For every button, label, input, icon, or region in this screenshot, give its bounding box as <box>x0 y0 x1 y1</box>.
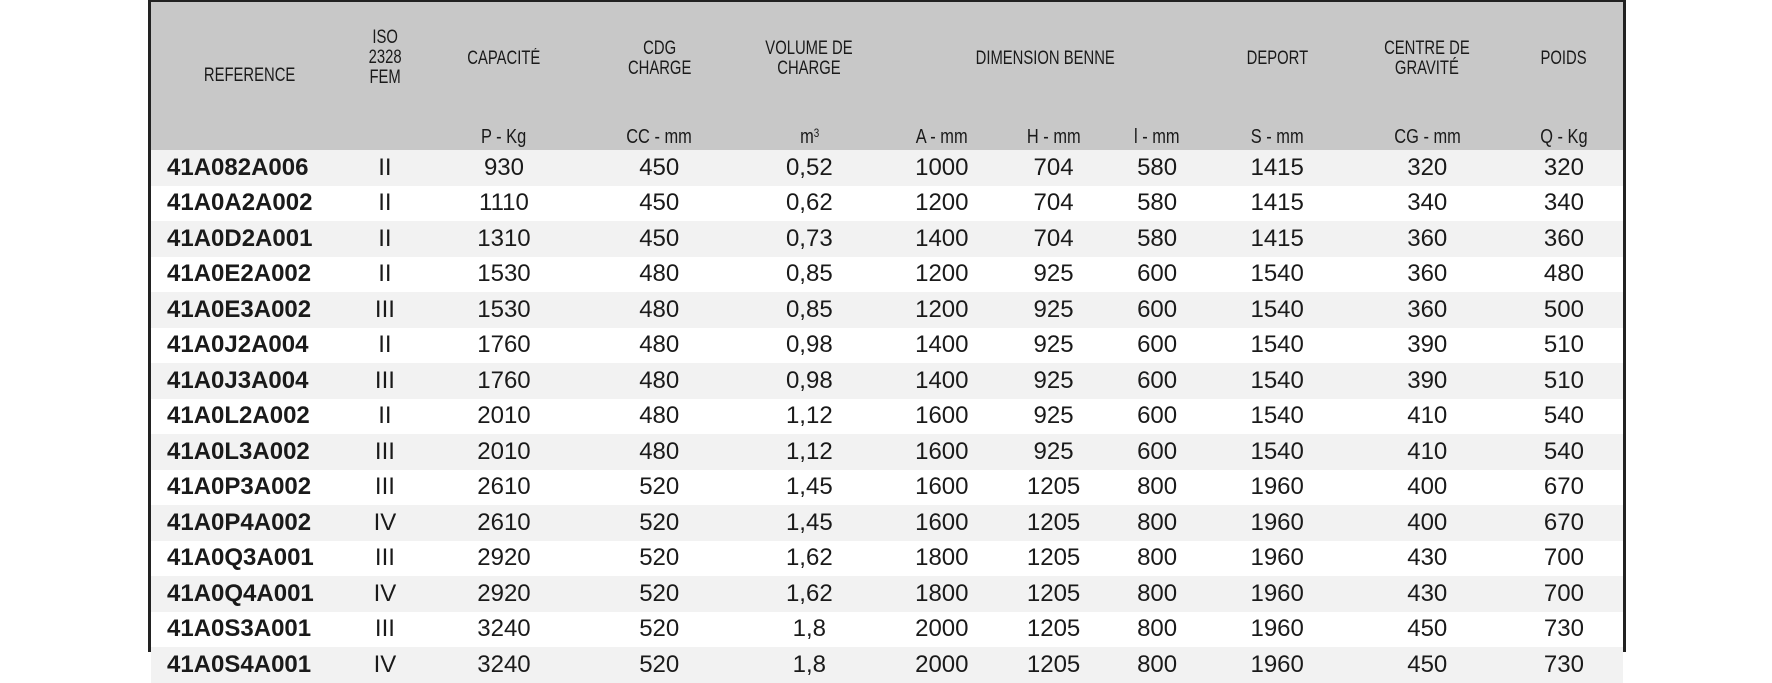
cell-capacite: 2010 <box>422 399 586 435</box>
cell-iso: II <box>348 186 423 222</box>
cell-volume: 0,98 <box>733 328 886 364</box>
cell-capacite: 1530 <box>422 257 586 293</box>
cell-iso: IV <box>348 647 423 683</box>
cell-volume: 1,62 <box>733 576 886 612</box>
table-body <box>151 150 1623 683</box>
cell-cdg: 450 <box>586 150 733 186</box>
unit-h: H - mm <box>998 116 1110 150</box>
cell-a: 1400 <box>886 328 998 364</box>
cell-cdg: 450 <box>586 221 733 257</box>
cell-volume: 1,62 <box>733 541 886 577</box>
cell-cdg: 480 <box>586 292 733 328</box>
cell-l: 800 <box>1109 470 1204 506</box>
cell-a: 1600 <box>886 470 998 506</box>
table-row <box>151 647 1623 683</box>
unit-volume-base: m <box>799 126 814 148</box>
cell-h: 925 <box>998 434 1110 470</box>
cell-deport: 1540 <box>1205 363 1350 399</box>
header-iso: ISO 2328 FEM <box>348 2 423 116</box>
cell-a: 1200 <box>886 257 998 293</box>
header-reference: REFERENCE <box>151 2 348 150</box>
cell-poids: 730 <box>1505 647 1623 683</box>
spec-table-frame <box>148 0 1626 678</box>
table-row <box>151 292 1623 328</box>
cell-a: 1200 <box>886 186 998 222</box>
cell-centre: 430 <box>1350 576 1505 612</box>
cell-reference: 41A0S3A001 <box>151 612 348 648</box>
cell-h: 704 <box>998 150 1110 186</box>
cell-l: 600 <box>1109 292 1204 328</box>
cell-capacite: 1310 <box>422 221 586 257</box>
cell-l: 600 <box>1109 363 1204 399</box>
cell-capacite: 2610 <box>422 470 586 506</box>
cell-h: 1205 <box>998 647 1110 683</box>
header-centre: CENTRE DE GRAVITÉ <box>1350 2 1505 116</box>
cell-centre: 360 <box>1350 257 1505 293</box>
cell-h: 1205 <box>998 505 1110 541</box>
table-row <box>151 399 1623 435</box>
cell-iso: IV <box>348 505 423 541</box>
unit-centre: CG - mm <box>1350 116 1505 150</box>
cell-l: 580 <box>1109 221 1204 257</box>
cell-h: 1205 <box>998 470 1110 506</box>
cell-volume: 1,12 <box>733 434 886 470</box>
table-row <box>151 328 1623 364</box>
cell-poids: 700 <box>1505 541 1623 577</box>
cell-centre: 430 <box>1350 541 1505 577</box>
cell-capacite: 1760 <box>422 328 586 364</box>
cell-a: 1800 <box>886 576 998 612</box>
cell-l: 800 <box>1109 647 1204 683</box>
cell-iso: III <box>348 363 423 399</box>
cell-capacite: 930 <box>422 150 586 186</box>
header-volume: VOLUME DE CHARGE <box>733 2 886 116</box>
header-cdg: CDG CHARGE <box>586 2 733 116</box>
cell-volume: 1,8 <box>733 647 886 683</box>
cell-cdg: 520 <box>586 505 733 541</box>
table-row <box>151 363 1623 399</box>
cell-volume: 1,12 <box>733 399 886 435</box>
cell-iso: III <box>348 612 423 648</box>
cell-capacite: 2010 <box>422 434 586 470</box>
cell-a: 1400 <box>886 221 998 257</box>
cell-deport: 1960 <box>1205 647 1350 683</box>
header-capacite: CAPACITÉ <box>422 2 586 116</box>
cell-poids: 360 <box>1505 221 1623 257</box>
cell-a: 1800 <box>886 541 998 577</box>
table-row <box>151 470 1623 506</box>
cell-centre: 410 <box>1350 399 1505 435</box>
cell-reference: 41A0Q3A001 <box>151 541 348 577</box>
cell-cdg: 520 <box>586 647 733 683</box>
cell-centre: 390 <box>1350 328 1505 364</box>
cell-volume: 0,85 <box>733 257 886 293</box>
cell-iso: III <box>348 292 423 328</box>
cell-volume: 0,85 <box>733 292 886 328</box>
cell-centre: 450 <box>1350 647 1505 683</box>
header-dimension: DIMENSION BENNE <box>886 2 1205 116</box>
cell-poids: 540 <box>1505 434 1623 470</box>
cell-l: 800 <box>1109 541 1204 577</box>
cell-cdg: 520 <box>586 541 733 577</box>
unit-volume <box>733 116 886 150</box>
cell-h: 925 <box>998 363 1110 399</box>
cell-cdg: 480 <box>586 328 733 364</box>
cell-l: 600 <box>1109 328 1204 364</box>
cell-cdg: 480 <box>586 434 733 470</box>
cell-reference: 41A0A2A002 <box>151 186 348 222</box>
cell-deport: 1540 <box>1205 328 1350 364</box>
cell-h: 925 <box>998 257 1110 293</box>
cell-cdg: 480 <box>586 363 733 399</box>
cell-deport: 1540 <box>1205 257 1350 293</box>
header-deport: DEPORT <box>1205 2 1350 116</box>
cell-poids: 480 <box>1505 257 1623 293</box>
cell-reference: 41A0D2A001 <box>151 221 348 257</box>
table-row <box>151 221 1623 257</box>
table-row <box>151 576 1623 612</box>
cell-reference: 41A0Q4A001 <box>151 576 348 612</box>
cell-h: 925 <box>998 399 1110 435</box>
cell-poids: 700 <box>1505 576 1623 612</box>
cell-deport: 1960 <box>1205 505 1350 541</box>
cell-capacite: 1110 <box>422 186 586 222</box>
unit-iso <box>348 116 423 150</box>
cell-deport: 1960 <box>1205 470 1350 506</box>
cell-a: 1000 <box>886 150 998 186</box>
cell-a: 2000 <box>886 612 998 648</box>
cell-reference: 41A0S4A001 <box>151 647 348 683</box>
table-row <box>151 612 1623 648</box>
unit-volume-exponent: 3 <box>813 126 819 140</box>
cell-reference: 41A0L2A002 <box>151 399 348 435</box>
cell-iso: IV <box>348 576 423 612</box>
cell-poids: 510 <box>1505 328 1623 364</box>
cell-cdg: 520 <box>586 470 733 506</box>
cell-cdg: 480 <box>586 399 733 435</box>
cell-poids: 670 <box>1505 505 1623 541</box>
cell-capacite: 3240 <box>422 612 586 648</box>
cell-centre: 340 <box>1350 186 1505 222</box>
cell-volume: 0,73 <box>733 221 886 257</box>
cell-poids: 320 <box>1505 150 1623 186</box>
table-row <box>151 505 1623 541</box>
cell-deport: 1540 <box>1205 292 1350 328</box>
cell-l: 580 <box>1109 186 1204 222</box>
cell-iso: II <box>348 257 423 293</box>
cell-l: 600 <box>1109 434 1204 470</box>
cell-centre: 320 <box>1350 150 1505 186</box>
cell-iso: II <box>348 399 423 435</box>
unit-a: A - mm <box>886 116 998 150</box>
cell-reference: 41A0E3A002 <box>151 292 348 328</box>
cell-capacite: 1530 <box>422 292 586 328</box>
cell-l: 800 <box>1109 576 1204 612</box>
cell-iso: III <box>348 470 423 506</box>
cell-iso: II <box>348 221 423 257</box>
unit-l: l - mm <box>1109 116 1204 150</box>
cell-l: 800 <box>1109 505 1204 541</box>
cell-iso: II <box>348 328 423 364</box>
cell-capacite: 2920 <box>422 576 586 612</box>
unit-poids: Q - Kg <box>1505 116 1623 150</box>
table-row <box>151 150 1623 186</box>
cell-volume: 1,45 <box>733 505 886 541</box>
cell-volume: 0,98 <box>733 363 886 399</box>
cell-a: 1400 <box>886 363 998 399</box>
cell-reference: 41A0P4A002 <box>151 505 348 541</box>
cell-l: 800 <box>1109 612 1204 648</box>
table-row <box>151 434 1623 470</box>
cell-poids: 540 <box>1505 399 1623 435</box>
cell-cdg: 520 <box>586 576 733 612</box>
cell-volume: 1,45 <box>733 470 886 506</box>
cell-l: 600 <box>1109 257 1204 293</box>
cell-centre: 400 <box>1350 505 1505 541</box>
cell-centre: 360 <box>1350 292 1505 328</box>
cell-reference: 41A0E2A002 <box>151 257 348 293</box>
cell-h: 1205 <box>998 612 1110 648</box>
cell-volume: 0,52 <box>733 150 886 186</box>
cell-l: 580 <box>1109 150 1204 186</box>
cell-h: 704 <box>998 221 1110 257</box>
unit-cdg: CC - mm <box>586 116 733 150</box>
cell-centre: 390 <box>1350 363 1505 399</box>
cell-reference: 41A0J2A004 <box>151 328 348 364</box>
cell-reference: 41A0J3A004 <box>151 363 348 399</box>
cell-volume: 1,8 <box>733 612 886 648</box>
cell-a: 1600 <box>886 505 998 541</box>
cell-poids: 340 <box>1505 186 1623 222</box>
cell-a: 1200 <box>886 292 998 328</box>
cell-h: 925 <box>998 328 1110 364</box>
unit-deport: S - mm <box>1205 116 1350 150</box>
cell-capacite: 2610 <box>422 505 586 541</box>
cell-iso: III <box>348 541 423 577</box>
cell-deport: 1415 <box>1205 221 1350 257</box>
cell-l: 600 <box>1109 399 1204 435</box>
cell-reference: 41A0P3A002 <box>151 470 348 506</box>
cell-deport: 1960 <box>1205 612 1350 648</box>
cell-a: 1600 <box>886 434 998 470</box>
cell-deport: 1415 <box>1205 186 1350 222</box>
cell-cdg: 480 <box>586 257 733 293</box>
cell-poids: 500 <box>1505 292 1623 328</box>
cell-h: 1205 <box>998 576 1110 612</box>
cell-poids: 670 <box>1505 470 1623 506</box>
cell-centre: 400 <box>1350 470 1505 506</box>
cell-h: 704 <box>998 186 1110 222</box>
cell-centre: 410 <box>1350 434 1505 470</box>
spec-table <box>151 2 1623 683</box>
cell-deport: 1540 <box>1205 399 1350 435</box>
cell-volume: 0,62 <box>733 186 886 222</box>
cell-cdg: 450 <box>586 186 733 222</box>
cell-iso: III <box>348 434 423 470</box>
cell-deport: 1415 <box>1205 150 1350 186</box>
cell-cdg: 520 <box>586 612 733 648</box>
table-row <box>151 257 1623 293</box>
cell-a: 2000 <box>886 647 998 683</box>
cell-centre: 360 <box>1350 221 1505 257</box>
cell-deport: 1960 <box>1205 576 1350 612</box>
cell-reference: 41A0L3A002 <box>151 434 348 470</box>
unit-capacite: P - Kg <box>422 116 586 150</box>
cell-h: 1205 <box>998 541 1110 577</box>
cell-capacite: 2920 <box>422 541 586 577</box>
table-row <box>151 541 1623 577</box>
cell-reference: 41A082A006 <box>151 150 348 186</box>
header-poids: POIDS <box>1505 2 1623 116</box>
table-row <box>151 186 1623 222</box>
cell-poids: 510 <box>1505 363 1623 399</box>
cell-deport: 1960 <box>1205 541 1350 577</box>
cell-capacite: 3240 <box>422 647 586 683</box>
cell-deport: 1540 <box>1205 434 1350 470</box>
cell-iso: II <box>348 150 423 186</box>
table-header <box>151 2 1623 150</box>
cell-a: 1600 <box>886 399 998 435</box>
cell-h: 925 <box>998 292 1110 328</box>
cell-capacite: 1760 <box>422 363 586 399</box>
cell-poids: 730 <box>1505 612 1623 648</box>
cell-centre: 450 <box>1350 612 1505 648</box>
